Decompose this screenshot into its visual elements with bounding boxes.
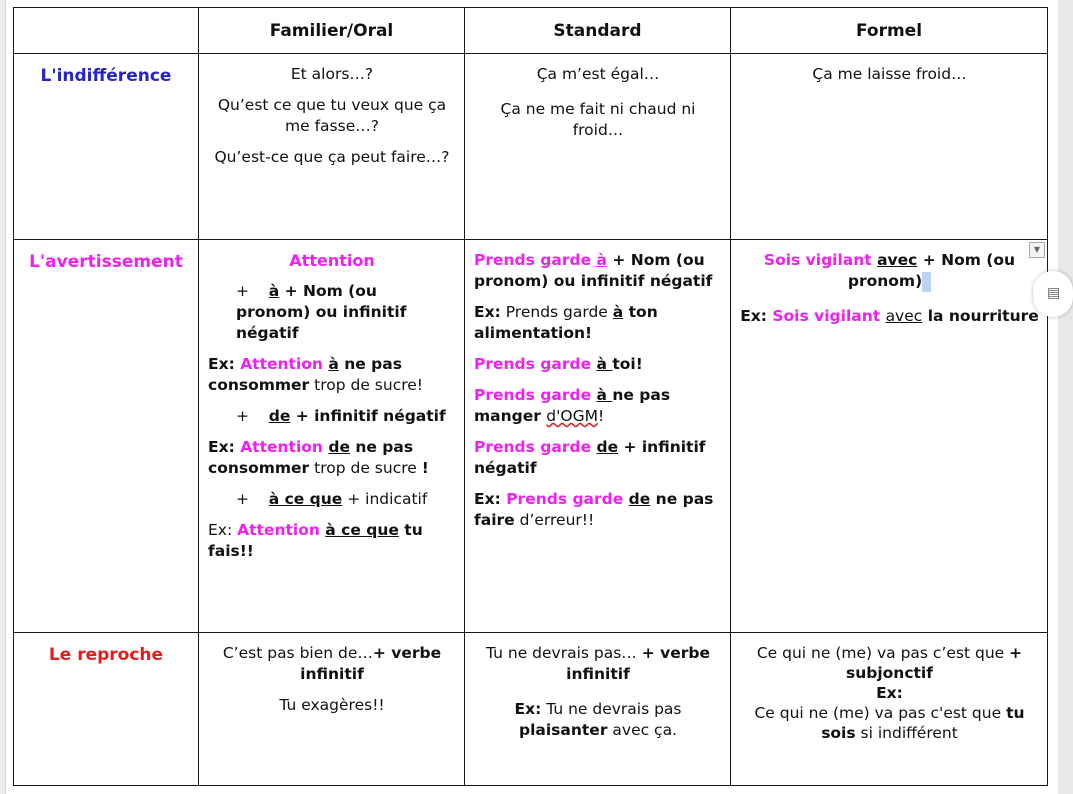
register-table xyxy=(13,7,1048,786)
formel-example: Ex: Sois vigilant avec la nourriture xyxy=(740,307,1039,325)
text-cursor-selection xyxy=(922,272,931,292)
example-a-ce-que: Ex: Attention à ce que tu fais!! xyxy=(208,521,423,560)
cell-avertissement-formel xyxy=(731,240,1048,633)
cell-indifference-standard xyxy=(465,54,731,240)
std-toi: Prends garde à toi! xyxy=(474,355,643,373)
rule-a: + à + Nom (ou pronom) ou infinitif négatif xyxy=(236,282,407,342)
phrase: Ça me laisse froid… xyxy=(812,65,967,83)
phrase: Ce qui ne (me) va pas c’est que + subjonctif xyxy=(756,644,1023,682)
header-empty xyxy=(14,8,199,54)
header-formel: Formel xyxy=(731,8,1048,54)
rule-de: + de + infinitif négatif xyxy=(236,407,446,425)
header-standard: Standard xyxy=(465,8,731,54)
row-indifference xyxy=(14,54,1048,240)
phrase: Ex: Tu ne devrais pas plaisanter avec ça. xyxy=(514,700,682,739)
formel-rule: Sois vigilant avec + Nom (ou pronom) xyxy=(763,251,1016,290)
phrase: Qu’est-ce que ça peut faire…? xyxy=(214,148,450,166)
phrase: Tu ne devrais pas… + verbe infinitif xyxy=(486,644,710,683)
row-reproche xyxy=(14,633,1048,786)
attention-title: Attention xyxy=(289,251,375,270)
cell-indifference-formel xyxy=(731,54,1048,240)
row-avertissement xyxy=(14,240,1048,633)
phrase: C’est pas bien de…+ verbe infinitif xyxy=(222,644,442,683)
row-label-indifference: L'indifférence xyxy=(14,54,199,240)
example-a: Ex: Attention à ne pas consommer trop de sucre! xyxy=(208,355,424,394)
std-ogm: Prends garde à ne pas manger d'OGM! xyxy=(474,386,671,425)
cell-avertissement-standard xyxy=(465,240,731,633)
phrase: Ex: xyxy=(876,684,903,702)
cell-reproche-familier xyxy=(199,633,465,786)
cell-indifference-familier xyxy=(199,54,465,240)
std-example-a: Ex: Prends garde à ton alimentation! xyxy=(474,303,658,342)
header-familier: Familier/Oral xyxy=(199,8,465,54)
header-row xyxy=(14,8,1048,54)
side-panel-tab[interactable] xyxy=(1033,271,1073,317)
cell-avertissement-familier xyxy=(199,240,465,633)
row-label-avertissement: L'avertissement xyxy=(14,240,199,633)
std-rule-a: Prends garde à + Nom (ou pronom) ou infinitif négatif xyxy=(474,251,713,290)
std-example-de: Ex: Prends garde de ne pas faire d’erreur!! xyxy=(474,490,714,529)
row-label-reproche: Le reproche xyxy=(14,633,199,786)
rule-a-ce-que: + à ce que + indicatif xyxy=(236,490,428,508)
phrase: Ce qui ne (me) va pas c'est que tu sois si indifférent xyxy=(754,704,1025,742)
phrase: Tu exagères!! xyxy=(279,696,385,714)
phrase: Ça ne me fait ni chaud ni froid… xyxy=(500,100,696,139)
cell-reproche-standard xyxy=(465,633,731,786)
phrase: Et alors…? xyxy=(290,65,374,83)
phrase: Qu’est ce que tu veux que ça me fasse…? xyxy=(217,96,447,135)
example-de: Ex: Attention de ne pas consommer trop de sucre ! xyxy=(208,438,429,477)
page-left-margin xyxy=(0,0,6,794)
phrase: Ça m’est égal… xyxy=(536,65,660,83)
cell-reproche-formel xyxy=(731,633,1048,786)
comment-icon: ▤ xyxy=(1047,285,1061,301)
dropdown-arrow-icon[interactable]: ▼ xyxy=(1029,242,1045,258)
std-rule-de: Prends garde de + infinitif négatif xyxy=(474,438,706,477)
